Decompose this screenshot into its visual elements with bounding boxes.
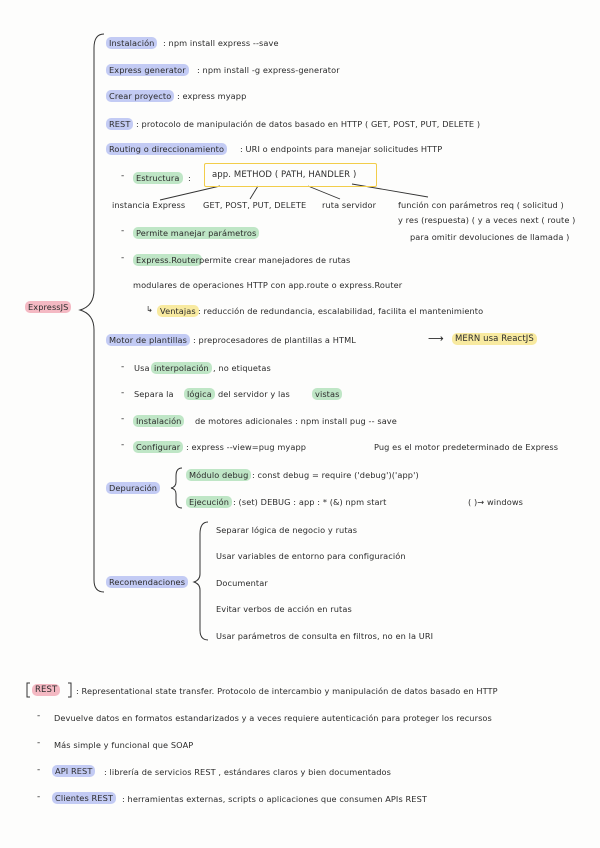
generator-label: Express generator	[106, 64, 189, 76]
crear-text: : express myapp	[177, 91, 247, 101]
mern-arrow: ⟶	[428, 332, 444, 345]
recomendacion-item: Usar variables de entorno para configuración	[216, 551, 406, 561]
clientes-text: : herramientas externas, scripts o aplicaciones que consumen APIs REST	[122, 794, 427, 804]
ejecucion-text: : (set) DEBUG : app : * (&) npm start	[233, 497, 387, 507]
estructura-label: Estructura	[133, 172, 183, 184]
bullet-dash: -	[37, 792, 41, 802]
crear-label: Crear proyecto	[106, 90, 174, 102]
bullet-dash: -	[121, 388, 125, 398]
instmotores-text: de motores adicionales : npm install pug -- save	[195, 416, 397, 426]
usa-prefix: Usa	[134, 363, 150, 373]
bullet-dash: -	[121, 362, 125, 372]
bullet-dash: -	[121, 440, 125, 450]
router-text-1: permite crear manejadores de rutas	[199, 255, 351, 265]
separa-prefix: Separa la	[134, 389, 174, 399]
generator-text: : npm install -g express-generator	[197, 65, 340, 75]
motor-text: : preprocesadores de plantillas a HTML	[193, 335, 356, 345]
router-label: Express.Router	[133, 254, 202, 266]
clientes-label: Clientes REST	[52, 792, 116, 804]
rest-label: REST	[106, 118, 133, 130]
mern-label: MERN usa ReactJS	[452, 333, 537, 345]
motor-label: Motor de plantillas	[106, 334, 190, 346]
parametros-label: Permite manejar parámetros	[133, 227, 259, 239]
usa-label: interpolación	[151, 362, 212, 374]
ejecucion-note: ( )→ windows	[468, 497, 523, 507]
recomendacion-item: Usar parámetros de consulta en filtros, no en la URI	[216, 631, 434, 641]
annotation-instancia: instancia Express	[112, 200, 186, 210]
separa-vistas: vistas	[312, 388, 342, 400]
method-syntax: app. METHOD ( PATH, HANDLER )	[212, 170, 357, 180]
rest-def-text: : Representational state transfer. Protocolo de intercambio y manipulación de datos basado en HTTP	[76, 686, 498, 696]
debug-label: Módulo debug	[186, 469, 251, 481]
ejecucion-label: Ejecución	[186, 496, 232, 508]
ventajas-text: : reducción de redundancia, escalabilidad, facilita el mantenimiento	[198, 306, 484, 316]
instalacion-label: Instalación	[106, 37, 157, 49]
instalacion-text: : npm install express --save	[163, 38, 279, 48]
bullet-dash: -	[121, 253, 125, 263]
router-text-2: modulares de operaciones HTTP con app.route o express.Router	[133, 280, 403, 290]
bullet-dash: -	[121, 414, 125, 424]
debug-text: : const debug = require ('debug')('app')	[252, 470, 419, 480]
rest-def-label: REST	[32, 684, 60, 696]
bullet-dash: -	[37, 765, 41, 775]
bullet-dash: -	[121, 171, 125, 181]
config-label: Configurar	[133, 441, 183, 453]
routing-text: : URI o endpoints para manejar solicitudes HTTP	[240, 144, 443, 154]
bullet-dash: -	[121, 226, 125, 236]
rest-text: : protocolo de manipulación de datos basado en HTTP ( GET, POST, PUT, DELETE )	[136, 119, 481, 129]
root-topic: ExpressJS	[25, 301, 71, 313]
annotation-funcion-3: para omitir devoluciones de llamada )	[410, 232, 570, 242]
recomendacion-item: Evitar verbos de acción en rutas	[216, 604, 352, 614]
annotation-funcion-1: función con parámetros req ( solicitud )	[398, 200, 564, 210]
ventajas-arrow: ↳	[146, 304, 153, 314]
recomendaciones-label: Recomendaciones	[106, 576, 188, 588]
depuracion-label: Depuración	[106, 482, 160, 494]
config-text: : express --view=pug myapp	[186, 442, 307, 452]
config-note: Pug es el motor predeterminado de Express	[374, 442, 559, 452]
recomendacion-item: Separar lógica de negocio y rutas	[216, 525, 358, 535]
ventajas-label: Ventajas	[157, 305, 199, 317]
instmotores-label: Instalación	[133, 415, 184, 427]
bullet-dash: -	[37, 738, 41, 748]
apirest-text: : librería de servicios REST , estándares claros y bien documentados	[104, 767, 391, 777]
bullet-dash: -	[37, 711, 41, 721]
routing-label: Routing o direccionamiento	[106, 143, 227, 155]
recomendacion-item: Documentar	[216, 578, 268, 588]
separa-mid: del servidor y las	[218, 389, 290, 399]
annotation-methods: GET, POST, PUT, DELETE	[203, 200, 307, 210]
estructura-colon: :	[188, 173, 191, 183]
usa-text: , no etiquetas	[213, 363, 271, 373]
annotation-funcion-2: y res (respuesta) ( y a veces next ( route )	[398, 215, 576, 225]
annotation-ruta: ruta servidor	[322, 200, 377, 210]
rest-bullet-2: Más simple y funcional que SOAP	[54, 740, 194, 750]
apirest-label: API REST	[52, 765, 95, 777]
separa-logica: lógica	[184, 388, 215, 400]
rest-bullet-1: Devuelve datos en formatos estandarizados y a veces requiere autenticación para proteger los recursos	[54, 713, 492, 723]
